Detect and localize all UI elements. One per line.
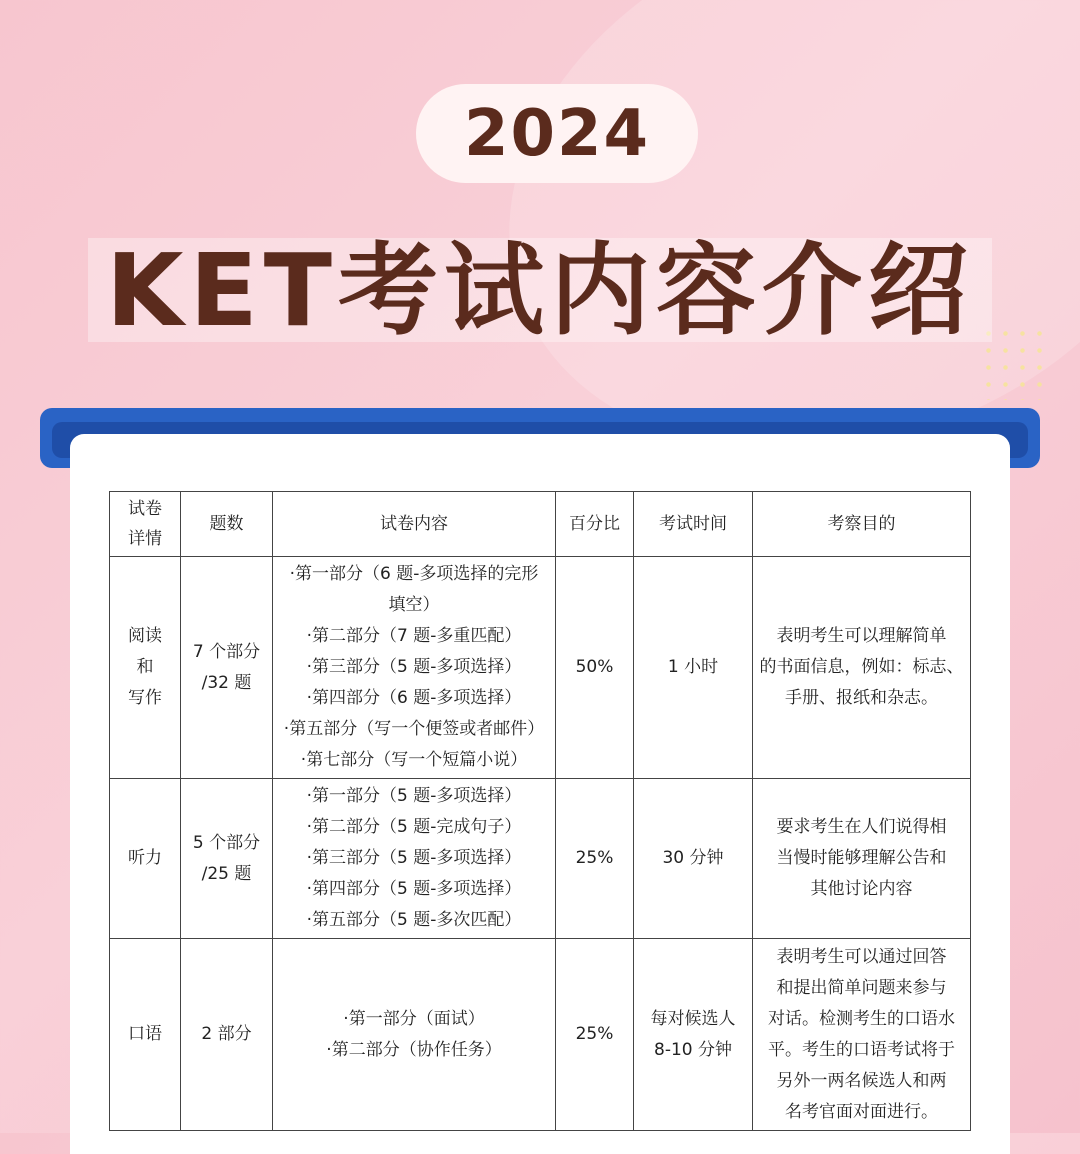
detail-cell — [110, 779, 181, 939]
header-cell-count: 题数 — [181, 492, 273, 557]
content-cell — [273, 557, 556, 779]
purpose-line: 另外一两名候选人和两 — [776, 1070, 947, 1091]
content-line: ·第二部分（协作任务） — [326, 1039, 502, 1060]
time-line: 30 分钟 — [662, 848, 724, 868]
content-line: 填空） — [388, 595, 440, 615]
table-row — [110, 557, 971, 779]
content-line: ·第七部分（写一个短篇小说） — [300, 750, 528, 770]
content-line: ·第二部分（5 题-完成句子） — [306, 817, 522, 837]
count-cell — [181, 557, 273, 779]
purpose-cell — [753, 939, 971, 1131]
count-line: 2 部分 — [201, 1024, 252, 1044]
detail-line: 口语 — [128, 1024, 162, 1044]
time-line: 8-10 分钟 — [654, 1039, 732, 1060]
year-text: 2024 — [463, 96, 651, 171]
purpose-line: 其他讨论内容 — [810, 879, 913, 899]
count-line: /32 题 — [201, 672, 252, 693]
purpose-line: 表明考生可以理解简单 — [776, 626, 947, 646]
detail-line: 写作 — [128, 688, 162, 708]
header-cell-time: 考试时间 — [634, 492, 753, 557]
exam-content-table — [109, 491, 971, 1131]
detail-line: 听力 — [128, 848, 162, 868]
purpose-line: 要求考生在人们说得相 — [776, 817, 947, 837]
time-cell — [634, 557, 753, 779]
header-cell-purpose: 考察目的 — [753, 492, 971, 557]
content-line: ·第三部分（5 题-多项选择） — [306, 848, 522, 868]
header-cell-detail — [110, 492, 181, 557]
detail-cell — [110, 939, 181, 1131]
content-line: ·第三部分（5 题-多项选择） — [306, 657, 522, 677]
content-cell — [273, 779, 556, 939]
content-line: ·第一部分（面试） — [343, 1008, 485, 1029]
header-detail-line: 试卷 — [128, 499, 162, 519]
purpose-cell — [753, 779, 971, 939]
time-cell — [634, 939, 753, 1131]
time-line: 1 小时 — [667, 657, 719, 677]
purpose-line: 和提出简单问题来参与 — [776, 977, 947, 998]
content-cell — [273, 939, 556, 1131]
percent-cell: 25% — [556, 939, 634, 1131]
page-title: KET考试内容介绍 — [105, 232, 974, 349]
purpose-line: 当慢时能够理解公告和 — [776, 848, 947, 868]
table-row — [110, 939, 971, 1131]
table-header-row — [110, 492, 971, 557]
detail-cell — [110, 557, 181, 779]
content-line: ·第四部分（6 题-多项选择） — [306, 688, 522, 708]
count-line: 5 个部分 — [192, 832, 261, 853]
header-cell-content: 试卷内容 — [273, 492, 556, 557]
table-row — [110, 779, 971, 939]
content-line: ·第二部分（7 题-多重匹配） — [306, 626, 522, 646]
time-cell — [634, 779, 753, 939]
content-line: ·第一部分（6 题-多项选择的完形 — [289, 564, 539, 584]
content-line: ·第四部分（5 题-多项选择） — [306, 879, 522, 899]
purpose-line: 对话。检测考生的口语水 — [768, 1008, 955, 1029]
purpose-cell — [753, 557, 971, 779]
header-detail-line: 详情 — [128, 529, 162, 549]
count-cell — [181, 939, 273, 1131]
content-line: ·第五部分（写一个便签或者邮件） — [283, 719, 545, 739]
purpose-line: 的书面信息，例如：标志、 — [759, 657, 964, 677]
purpose-line: 名考官面对面进行。 — [785, 1101, 938, 1122]
count-cell — [181, 779, 273, 939]
purpose-line: 平。考生的口语考试将于 — [768, 1039, 955, 1060]
time-line: 每对候选人 — [650, 1008, 736, 1029]
purpose-line: 手册、报纸和杂志。 — [785, 688, 938, 708]
purpose-line: 表明考生可以通过回答 — [776, 946, 947, 967]
detail-line: 和 — [136, 657, 154, 677]
percent-cell: 50% — [556, 557, 634, 779]
count-line: 7 个部分 — [192, 641, 261, 662]
year-badge — [416, 84, 698, 183]
header-cell-percent: 百分比 — [556, 492, 634, 557]
content-line: ·第一部分（5 题-多项选择） — [306, 786, 522, 806]
detail-line: 阅读 — [128, 626, 162, 646]
count-line: /25 题 — [201, 863, 252, 884]
content-line: ·第五部分（5 题-多次匹配） — [306, 910, 522, 930]
percent-cell: 25% — [556, 779, 634, 939]
